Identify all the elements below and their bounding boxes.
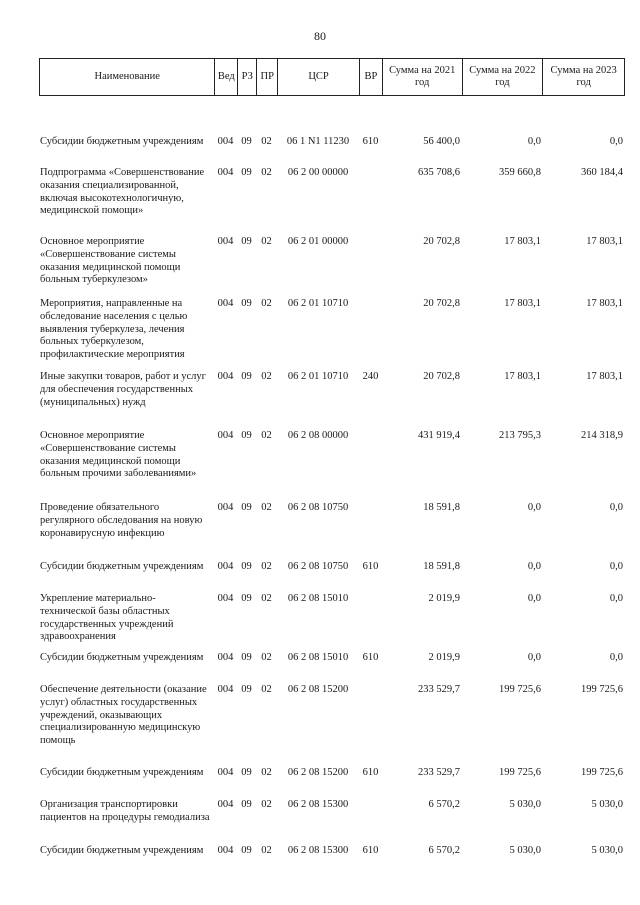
table-row xyxy=(39,298,625,362)
table-row xyxy=(39,684,625,748)
row-sum-2023: 17 803,1 xyxy=(586,236,623,247)
row-csr: 06 2 01 10710 xyxy=(287,298,349,309)
row-rz: 09 xyxy=(241,593,252,604)
row-vr: 610 xyxy=(362,845,379,856)
row-csr: 06 2 08 00000 xyxy=(287,430,349,441)
row-pr: 02 xyxy=(261,593,272,604)
row-name: Основное мероприятие «Совершенствование системы оказания медицинской помощи больным прочими заболеваниями» xyxy=(40,430,197,480)
row-sum-2023: 0,0 xyxy=(609,652,623,663)
row-vr xyxy=(359,430,382,481)
row-csr: 06 2 08 15300 xyxy=(287,845,349,856)
header-sum-2021: Сумма на 2021 год xyxy=(382,59,462,95)
row-rz: 09 xyxy=(241,652,252,663)
row-sum-2023: 0,0 xyxy=(609,561,623,572)
row-vr xyxy=(359,167,382,218)
row-sum-2023: 17 803,1 xyxy=(586,298,623,309)
row-sum-2023: 0,0 xyxy=(609,502,623,513)
row-ved: 004 xyxy=(217,652,234,663)
row-csr: 06 2 00 00000 xyxy=(287,167,349,178)
header-sum-2022: Сумма на 2022 год xyxy=(462,59,543,95)
table-row xyxy=(39,799,625,825)
row-csr: 06 2 08 15010 xyxy=(287,593,349,604)
row-csr: 06 2 08 15010 xyxy=(287,652,349,663)
row-sum-2022: 213 795,3 xyxy=(499,430,541,441)
row-vr: 240 xyxy=(362,371,379,382)
row-sum-2021: 635 708,6 xyxy=(418,167,460,178)
row-sum-2022: 0,0 xyxy=(527,502,541,513)
row-ved: 004 xyxy=(217,593,234,604)
table-row xyxy=(39,652,625,665)
row-ved: 004 xyxy=(217,799,234,810)
header-csr: ЦСР xyxy=(277,59,359,95)
table-row xyxy=(39,236,625,287)
row-sum-2022: 199 725,6 xyxy=(499,684,541,695)
row-ved: 004 xyxy=(217,767,234,778)
row-name: Укрепление материально-технической базы областных государственных учреждений здравоохранения xyxy=(40,593,174,643)
row-vr: 610 xyxy=(362,652,379,663)
table-row xyxy=(39,371,625,409)
table-row xyxy=(39,593,625,644)
row-ved: 004 xyxy=(217,561,234,572)
row-rz: 09 xyxy=(241,502,252,513)
table-header xyxy=(39,58,625,96)
row-name: Субсидии бюджетным учреждениям xyxy=(40,767,204,778)
row-sum-2021: 20 702,8 xyxy=(423,371,460,382)
row-sum-2022: 5 030,0 xyxy=(509,845,541,856)
row-vr: 610 xyxy=(362,561,379,572)
row-pr: 02 xyxy=(261,799,272,810)
row-name: Мероприятия, направленные на обследование населения с целью выявления туберкулеза, лечения больных туберкулезом, профилактические мероприятия xyxy=(40,298,188,361)
row-sum-2021: 6 570,2 xyxy=(428,845,460,856)
row-sum-2021: 18 591,8 xyxy=(423,502,460,513)
row-sum-2022: 0,0 xyxy=(527,561,541,572)
row-sum-2021: 20 702,8 xyxy=(423,236,460,247)
table-row xyxy=(39,767,625,780)
row-sum-2023: 214 318,9 xyxy=(581,430,623,441)
row-vr xyxy=(359,298,382,362)
row-sum-2022: 0,0 xyxy=(527,652,541,663)
header-pr: ПР xyxy=(256,59,277,95)
row-name: Субсидии бюджетным учреждениям xyxy=(40,845,204,856)
budget-table xyxy=(39,58,625,856)
row-rz: 09 xyxy=(241,561,252,572)
row-sum-2023: 5 030,0 xyxy=(591,845,623,856)
row-ved: 004 xyxy=(217,236,234,247)
page-number: 80 xyxy=(314,29,326,43)
row-vr xyxy=(359,593,382,644)
row-name: Основное мероприятие «Совершенствование системы оказания медицинской помощи больным туберкулезом» xyxy=(40,236,181,286)
row-sum-2021: 56 400,0 xyxy=(423,136,460,147)
row-csr: 06 2 01 00000 xyxy=(287,236,349,247)
row-sum-2023: 0,0 xyxy=(609,593,623,604)
row-rz: 09 xyxy=(241,298,252,309)
table-row xyxy=(39,430,625,481)
row-vr xyxy=(359,684,382,748)
row-pr: 02 xyxy=(261,298,272,309)
row-sum-2021: 6 570,2 xyxy=(428,799,460,810)
row-sum-2022: 17 803,1 xyxy=(504,298,541,309)
row-ved: 004 xyxy=(217,502,234,513)
row-pr: 02 xyxy=(261,845,272,856)
row-sum-2021: 233 529,7 xyxy=(418,684,460,695)
row-ved: 004 xyxy=(217,430,234,441)
row-sum-2021: 431 919,4 xyxy=(418,430,460,441)
row-rz: 09 xyxy=(241,767,252,778)
row-csr: 06 2 08 15300 xyxy=(287,799,349,810)
row-name: Организация транспортировки пациентов на процедуры гемодиализа xyxy=(40,799,210,823)
row-ved: 004 xyxy=(217,684,234,695)
row-ved: 004 xyxy=(217,845,234,856)
row-csr: 06 2 01 10710 xyxy=(287,371,349,382)
row-rz: 09 xyxy=(241,684,252,695)
row-pr: 02 xyxy=(261,371,272,382)
row-rz: 09 xyxy=(241,136,252,147)
row-sum-2022: 17 803,1 xyxy=(504,236,541,247)
row-ved: 004 xyxy=(217,167,234,178)
row-rz: 09 xyxy=(241,430,252,441)
row-rz: 09 xyxy=(241,167,252,178)
row-pr: 02 xyxy=(261,652,272,663)
row-csr: 06 1 N1 11230 xyxy=(286,136,350,147)
row-name: Обеспечение деятельности (оказание услуг) областных государственных учреждений, оказывающих специализированную медицинскую помощь xyxy=(40,684,207,747)
row-sum-2021: 233 529,7 xyxy=(418,767,460,778)
row-sum-2023: 199 725,6 xyxy=(581,767,623,778)
row-rz: 09 xyxy=(241,236,252,247)
header-sum-2023: Сумма на 2023 год xyxy=(542,59,624,95)
row-pr: 02 xyxy=(261,767,272,778)
row-name: Субсидии бюджетным учреждениям xyxy=(40,652,204,663)
row-sum-2022: 199 725,6 xyxy=(499,767,541,778)
table-row xyxy=(39,167,625,218)
row-pr: 02 xyxy=(261,167,272,178)
row-sum-2022: 5 030,0 xyxy=(509,799,541,810)
row-name: Иные закупки товаров, работ и услуг для обеспечения государственных (муниципальных) нужд xyxy=(40,371,206,408)
header-ved: Вед xyxy=(214,59,237,95)
table-row xyxy=(39,845,625,858)
row-sum-2022: 0,0 xyxy=(527,593,541,604)
row-rz: 09 xyxy=(241,845,252,856)
row-sum-2023: 360 184,4 xyxy=(581,167,623,178)
row-csr: 06 2 08 15200 xyxy=(287,684,349,695)
row-csr: 06 2 08 10750 xyxy=(287,502,349,513)
row-csr: 06 2 08 15200 xyxy=(287,767,349,778)
row-rz: 09 xyxy=(241,799,252,810)
table-row xyxy=(39,136,625,149)
row-sum-2023: 5 030,0 xyxy=(591,799,623,810)
row-sum-2021: 2 019,9 xyxy=(428,652,460,663)
row-pr: 02 xyxy=(261,430,272,441)
header-name: Наименование xyxy=(94,71,160,82)
row-pr: 02 xyxy=(261,136,272,147)
row-ved: 004 xyxy=(217,371,234,382)
row-sum-2022: 359 660,8 xyxy=(499,167,541,178)
row-sum-2022: 0,0 xyxy=(527,136,541,147)
header-vr: ВР xyxy=(359,59,382,95)
row-sum-2023: 17 803,1 xyxy=(586,371,623,382)
row-vr: 610 xyxy=(362,136,379,147)
table-row xyxy=(39,561,625,574)
row-vr xyxy=(359,502,382,540)
row-sum-2021: 18 591,8 xyxy=(423,561,460,572)
row-pr: 02 xyxy=(261,561,272,572)
table-row xyxy=(39,502,625,540)
row-vr: 610 xyxy=(362,767,379,778)
row-sum-2023: 199 725,6 xyxy=(581,684,623,695)
row-ved: 004 xyxy=(217,136,234,147)
row-name: Субсидии бюджетным учреждениям xyxy=(40,561,204,572)
row-pr: 02 xyxy=(261,502,272,513)
row-sum-2023: 0,0 xyxy=(609,136,623,147)
row-pr: 02 xyxy=(261,684,272,695)
row-name: Подпрограмма «Совершенствование оказания специализированной, включая высокотехнологичную, медицинской помощи» xyxy=(40,167,205,217)
header-rz: РЗ xyxy=(237,59,256,95)
row-ved: 004 xyxy=(217,298,234,309)
row-rz: 09 xyxy=(241,371,252,382)
row-vr xyxy=(359,799,382,825)
row-vr xyxy=(359,236,382,287)
row-csr: 06 2 08 10750 xyxy=(287,561,349,572)
row-pr: 02 xyxy=(261,236,272,247)
row-sum-2022: 17 803,1 xyxy=(504,371,541,382)
row-sum-2021: 20 702,8 xyxy=(423,298,460,309)
row-sum-2021: 2 019,9 xyxy=(428,593,460,604)
row-name: Проведение обязательного регулярного обследования на новую коронавирусную инфекцию xyxy=(40,502,203,539)
row-name: Субсидии бюджетным учреждениям xyxy=(40,136,204,147)
